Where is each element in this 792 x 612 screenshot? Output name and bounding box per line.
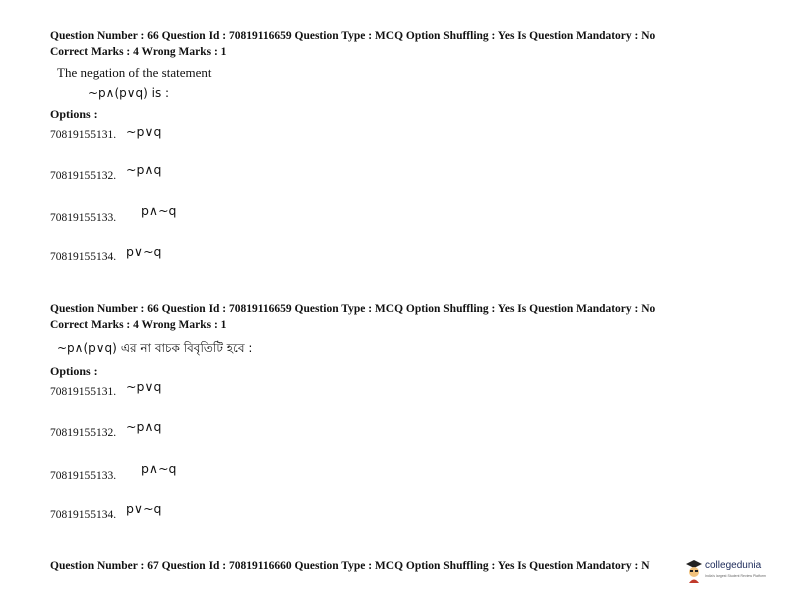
option-value[interactable]: ~p∨q: [126, 379, 162, 394]
option-id: 70819155132.: [50, 427, 117, 439]
option-value[interactable]: p∧~q: [141, 203, 177, 218]
question-text: এর না বাচক বিবৃতিটি হবে :: [120, 341, 253, 355]
question-formula: ~p∧(p∨q): [57, 341, 117, 355]
question-header-line1: Question Number : 66 Question Id : 70819116659 Question Type : MCQ Option Shuffling : Yes Is Question Mandatory : No: [50, 303, 656, 315]
question-text-bengali-row: [57, 339, 252, 360]
option-id: 70819155131.: [50, 386, 117, 398]
question-marks-line: Correct Marks : 4 Wrong Marks : 1: [50, 46, 227, 58]
options-label: Options :: [50, 364, 98, 378]
question-marks-line: Correct Marks : 4 Wrong Marks : 1: [50, 319, 227, 331]
option-id: 70819155134.: [50, 509, 117, 521]
question-formula: ~p∧(p∨q) is :: [88, 86, 170, 100]
collegedunia-logo: [685, 557, 785, 587]
option-value[interactable]: p∨~q: [126, 501, 162, 516]
logo-name: collegedunia: [705, 560, 762, 571]
option-id: 70819155133.: [50, 470, 117, 482]
option-id: 70819155134.: [50, 251, 117, 263]
question-text: The negation of the statement: [57, 65, 212, 80]
option-value[interactable]: ~p∨q: [126, 124, 162, 139]
option-id: 70819155133.: [50, 212, 117, 224]
option-value[interactable]: p∧~q: [141, 461, 177, 476]
next-question-header: Question Number : 67 Question Id : 70819116660 Question Type : MCQ Option Shuffling : Yes Is Question Mandatory : N: [50, 560, 650, 572]
option-id: 70819155131.: [50, 129, 117, 141]
options-label: Options :: [50, 107, 98, 121]
option-value[interactable]: p∨~q: [126, 244, 162, 259]
logo-tagline: India's largest Student Review Platform: [705, 574, 766, 578]
option-value[interactable]: ~p∧q: [126, 419, 162, 434]
question-header-line1: Question Number : 66 Question Id : 70819116659 Question Type : MCQ Option Shuffling : Yes Is Question Mandatory : No: [50, 30, 656, 42]
option-value[interactable]: ~p∧q: [126, 162, 162, 177]
option-id: 70819155132.: [50, 170, 117, 182]
graduate-mascot-icon: [685, 559, 703, 583]
